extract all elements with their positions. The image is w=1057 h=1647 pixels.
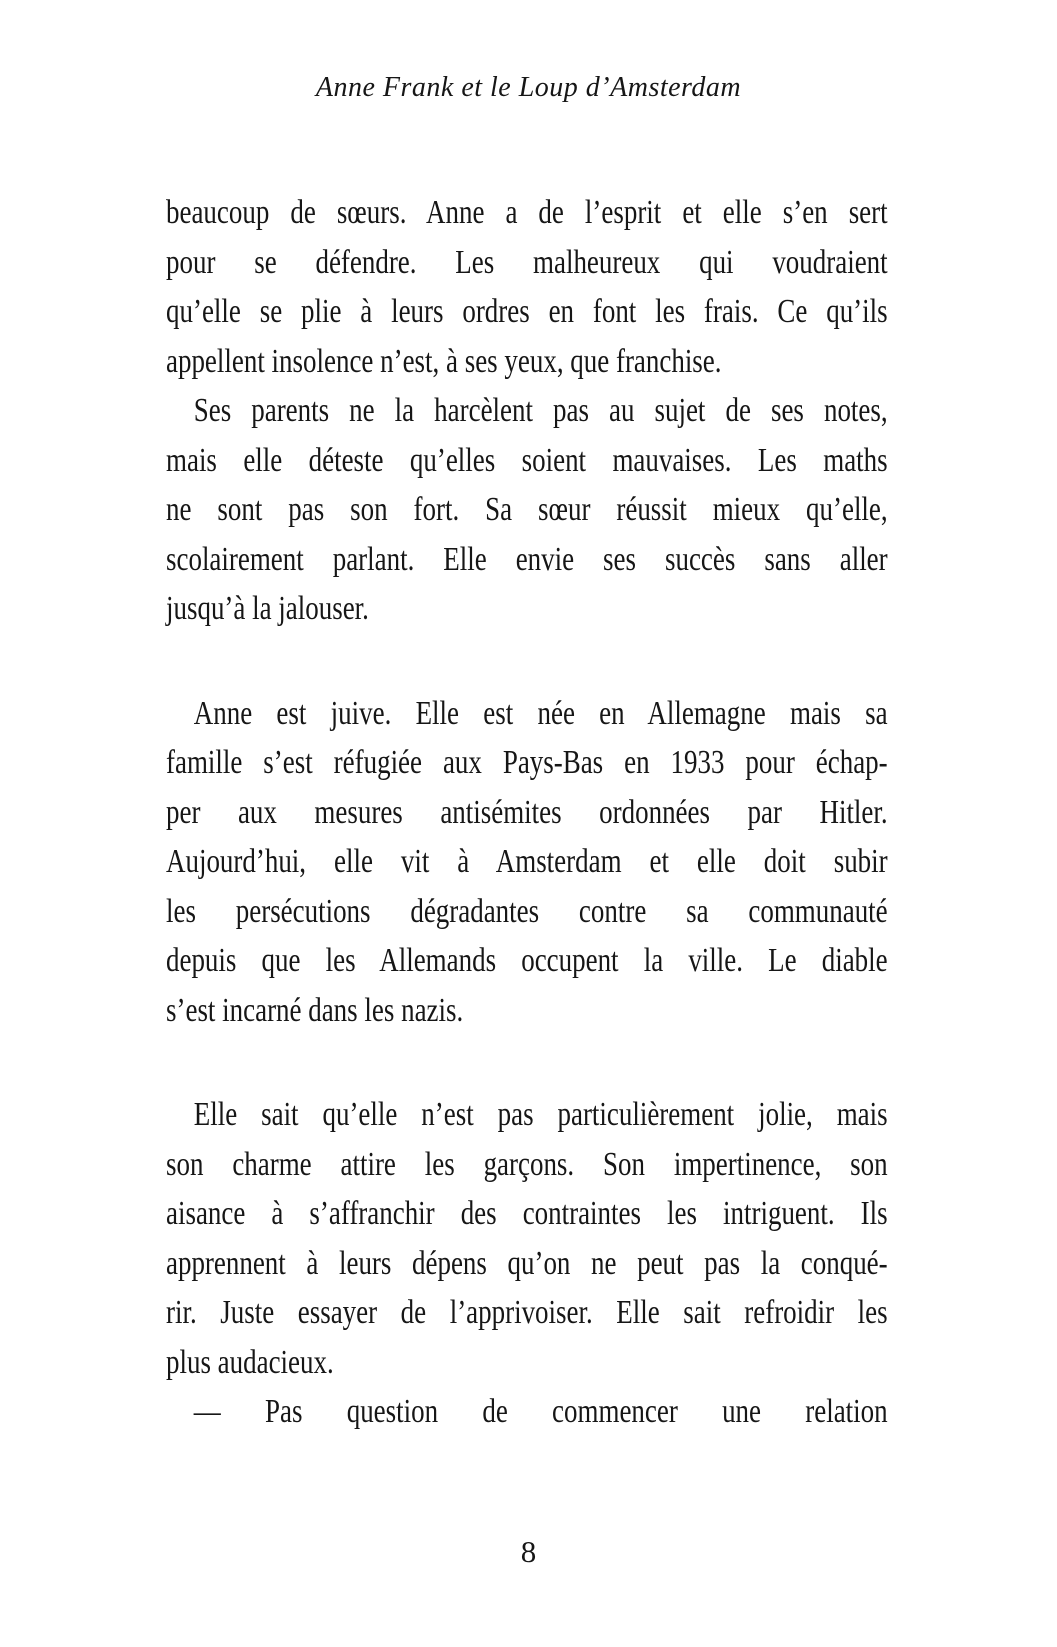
paragraph-continuation: [166, 188, 888, 386]
text-line: beaucoup de sœurs. Anne a de l’esprit et elle s’en sert: [166, 194, 888, 231]
text-line: s’est incarné dans les nazis.: [166, 991, 464, 1029]
text-line: famille s’est réfugiée aux Pays-Bas en 1933 pour échap-: [166, 744, 888, 781]
paragraph: [166, 689, 888, 1036]
text-line: son charme attire les garçons. Son impertinence, son: [166, 1145, 888, 1183]
text-line: les persécutions dégradantes contre sa communauté: [166, 892, 888, 930]
text-line: jusqu’à la jalouser.: [166, 590, 369, 627]
text-line: scolairement parlant. Elle envie ses succès sans aller: [166, 540, 888, 578]
text-line: mais elle déteste qu’elles soient mauvaises. Les maths: [166, 441, 888, 479]
paragraph: [166, 386, 888, 634]
text-line: qu’elle se plie à leurs ordres en font les frais. Ce qu’ils: [166, 293, 888, 330]
body-text: [166, 188, 888, 1437]
text-line: ne sont pas son fort. Sa sœur réussit mieux qu’elle,: [166, 491, 888, 528]
running-head: Anne Frank et le Loup d’Amsterdam: [315, 72, 742, 103]
text-line: aisance à s’affranchir des contraintes les intriguent. Ils: [166, 1195, 888, 1232]
text-line: depuis que les Allemands occupent la ville. Le diable: [166, 942, 888, 979]
paragraph: [166, 1090, 888, 1387]
paragraph-dialogue: [166, 1387, 888, 1437]
page-number: 8: [520, 1534, 537, 1569]
text-line: appellent insolence n’est, à ses yeux, que franchise.: [166, 342, 722, 380]
text-line: pour se défendre. Les malheureux qui voudraient: [166, 243, 888, 281]
text-line: per aux mesures antisémites ordonnées par Hitler.: [166, 793, 888, 831]
text-line: Ses parents ne la harcèlent pas au sujet de ses notes,: [193, 392, 888, 429]
text-line: rir. Juste essayer de l’apprivoiser. Elle sait refroidir les: [166, 1294, 888, 1331]
text-line: — Pas question de commencer une relation: [193, 1393, 888, 1430]
text-line: Aujourd’hui, elle vit à Amsterdam et elle doit subir: [166, 843, 888, 880]
text-line: Elle sait qu’elle n’est pas particulièrement jolie, mais: [193, 1096, 888, 1133]
text-line: plus audacieux.: [166, 1343, 334, 1381]
text-line: Anne est juive. Elle est née en Allemagne mais sa: [193, 694, 888, 732]
text-line: apprennent à leurs dépens qu’on ne peut pas la conqué-: [166, 1244, 888, 1282]
